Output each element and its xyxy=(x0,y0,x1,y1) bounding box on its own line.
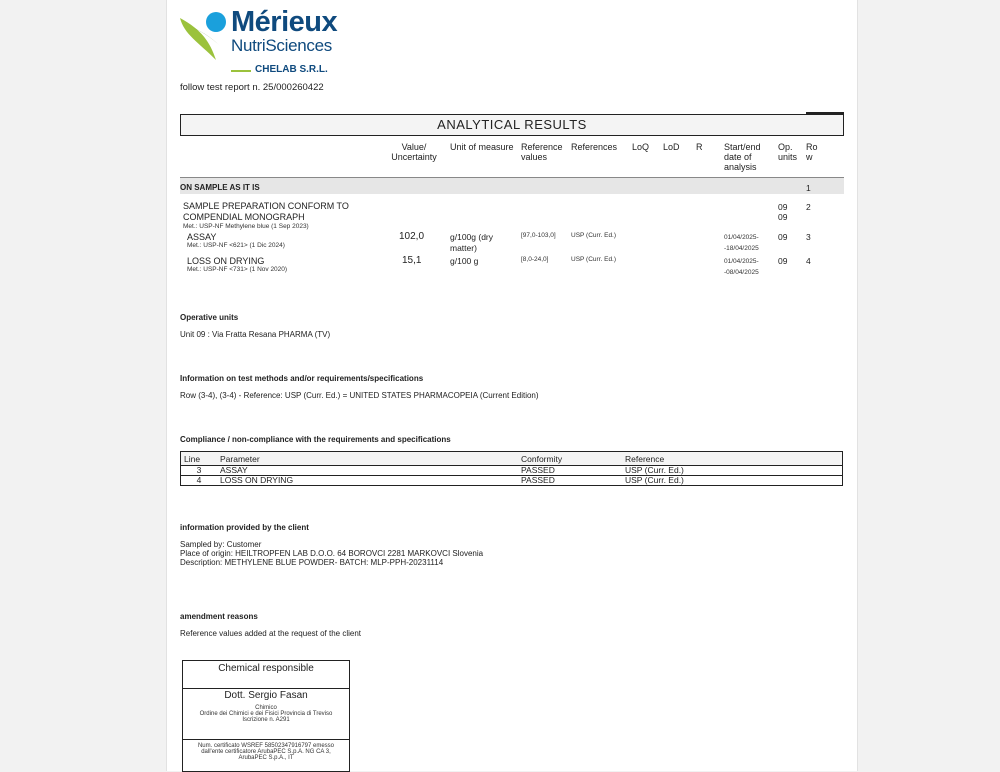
operative-title: Operative units xyxy=(180,313,239,322)
compliance-reference: USP (Curr. Ed.) xyxy=(622,476,843,486)
client-title: information provided by the client xyxy=(180,523,309,532)
compliance-line: 3 xyxy=(181,466,218,476)
client-description: Description: METHYLENE BLUE POWDER- BATCH: MLP-PPH-20231114 xyxy=(180,558,444,567)
date-assay: 01/04/2025- -18/04/2025 xyxy=(724,234,759,252)
value-lod: 15,1 xyxy=(402,255,422,266)
compliance-parameter: LOSS ON DRYING xyxy=(217,476,518,486)
unit-lod: g/100 g xyxy=(450,256,479,266)
col-unit: Unit of measure xyxy=(450,142,514,152)
compliance-line: 4 xyxy=(181,476,218,486)
col-value: Value/ Uncertainty xyxy=(391,142,437,162)
table-row xyxy=(181,476,843,486)
col-loq: LoQ xyxy=(632,142,650,152)
compliance-col-conformity: Conformity xyxy=(518,452,622,466)
param-lod: LOSS ON DRYING xyxy=(187,256,265,266)
row-lod: 4 xyxy=(806,256,811,266)
refs-lod: USP (Curr. Ed.) xyxy=(571,256,617,263)
sample-row: 1 xyxy=(806,183,811,193)
refs-assay: USP (Curr. Ed.) xyxy=(571,232,617,239)
row-assay: 3 xyxy=(806,232,811,242)
compliance-header-row xyxy=(181,452,843,466)
stamp-role: Chimico xyxy=(255,705,277,711)
client-sampled-by: Sampled by: Customer xyxy=(180,540,262,549)
compliance-conformity: PASSED xyxy=(518,476,622,486)
compliance-col-parameter: Parameter xyxy=(217,452,518,466)
amendment-title: amendment reasons xyxy=(180,612,258,621)
col-op-units: Op. units xyxy=(778,142,798,162)
compliance-title: Compliance / non-compliance with the requirements and specifications xyxy=(180,435,451,444)
op-assay: 09 xyxy=(778,232,788,242)
unit-assay: g/100g (dry matter) xyxy=(450,232,493,253)
logo-subname: NutriSciences xyxy=(231,36,332,55)
merieux-logo-icon xyxy=(180,12,230,62)
method-prep: Met.: USP-NF Methylene blue (1 Sep 2023) xyxy=(183,223,309,230)
compliance-col-reference: Reference xyxy=(622,452,843,466)
stamp-name: Dott. Sergio Fasan xyxy=(224,690,308,701)
methods-text: Row (3-4), (3-4) - Reference: USP (Curr. Ed.) = UNITED STATES PHARMACOPEIA (Current Edition) xyxy=(180,391,539,400)
col-reference-values: Reference values xyxy=(521,142,563,162)
stamp-order: Ordine dei Chimici e dei Fisici Provincia di Treviso xyxy=(199,711,333,717)
amendment-text: Reference values added at the request of the client xyxy=(180,629,362,638)
stamp-body xyxy=(183,690,349,740)
sample-label: ON SAMPLE AS IT IS xyxy=(180,183,260,192)
refval-lod: [8,0-24,0] xyxy=(521,256,549,263)
report-page xyxy=(166,0,858,771)
stamp-heading: Chemical responsible xyxy=(183,661,349,689)
method-assay: Met.: USP-NF <621> (1 Dic 2024) xyxy=(187,242,285,249)
param-assay: ASSAY xyxy=(187,232,217,242)
compliance-conformity: PASSED xyxy=(518,466,622,476)
signature-stamp xyxy=(182,660,350,772)
compliance-reference: USP (Curr. Ed.) xyxy=(622,466,843,476)
col-r: R xyxy=(696,142,703,152)
col-lod: LoD xyxy=(663,142,680,152)
logo-name: Mérieux xyxy=(231,6,338,38)
client-info xyxy=(180,540,483,567)
compliance-table xyxy=(180,451,843,486)
col-row: Ro w xyxy=(806,142,818,162)
sample-band xyxy=(180,177,844,194)
operative-text: Unit 09 : Via Fratta Resana PHARMA (TV) xyxy=(180,330,331,339)
stamp-certificate: Num. certificato WSREF 58502347916797 emesso dall'ente certificatore ArubaPEC S.p.A. NG CA 3, ArubaPEC S.p.A., IT xyxy=(197,743,335,761)
section-title: ANALYTICAL RESULTS xyxy=(180,114,844,136)
col-date: Start/end date of analysis xyxy=(724,142,761,172)
client-origin: Place of origin: HEILTROPFEN LAB D.O.O. 64 BOROVCI 2281 MARKOVCI Slovenia xyxy=(180,549,484,558)
compliance-col-line: Line xyxy=(181,452,218,466)
op-lod: 09 xyxy=(778,256,788,266)
methods-title: Information on test methods and/or requirements/specifications xyxy=(180,374,424,383)
compliance-parameter: ASSAY xyxy=(217,466,518,476)
logo-company: CHELAB S.R.L. xyxy=(255,64,328,75)
table-row xyxy=(181,466,843,476)
value-assay: 102,0 xyxy=(399,231,425,242)
stamp-registration: Iscrizione n. A291 xyxy=(242,717,290,723)
refval-assay: [97,0-103,0] xyxy=(521,232,556,239)
method-lod: Met.: USP-NF <731> (1 Nov 2020) xyxy=(187,266,288,273)
logo-accent-line xyxy=(231,70,251,72)
col-references: References xyxy=(571,142,618,152)
followup-text: follow test report n. 25/000260422 xyxy=(180,82,324,93)
param-prep: SAMPLE PREPARATION CONFORM TO COMPENDIAL MONOGRAPH xyxy=(183,201,349,222)
op-prep: 09 09 xyxy=(778,202,788,222)
date-lod: 01/04/2025- -08/04/2025 xyxy=(724,258,759,276)
row-prep: 2 xyxy=(806,202,811,212)
